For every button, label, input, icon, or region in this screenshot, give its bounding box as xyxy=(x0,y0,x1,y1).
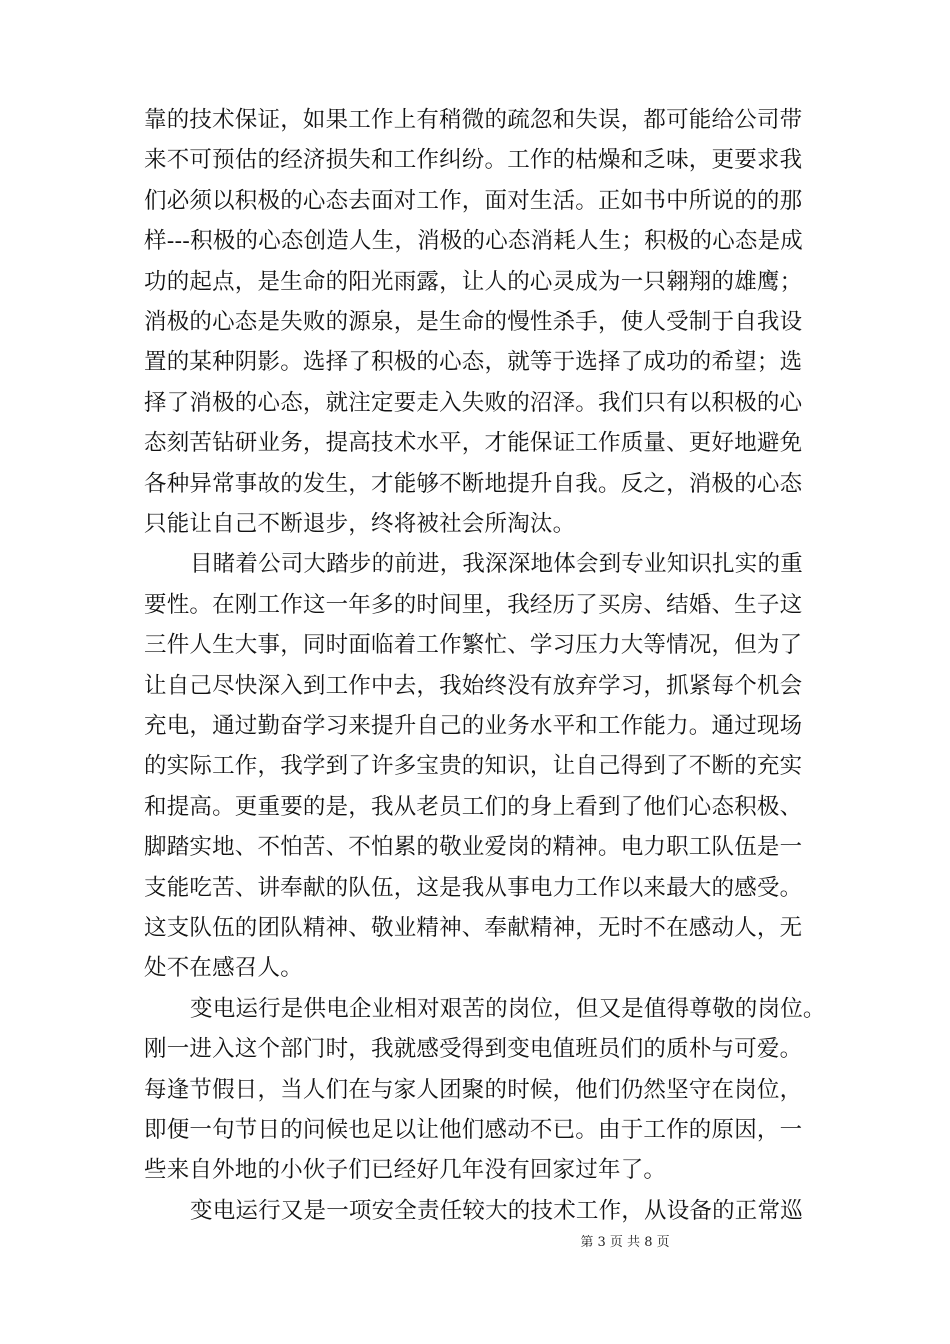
text-line: 让自己尽快深入到工作中去，我始终没有放弃学习，抓紧每个机会 xyxy=(144,672,803,699)
text-line: 功的起点，是生命的阳光雨露，让人的心灵成为一只翱翔的雄鹰； xyxy=(144,268,803,295)
text-line: 的实际工作，我学到了许多宝贵的知识，让自己得到了不断的充实 xyxy=(144,753,803,780)
text-line: 消极的心态是失败的源泉，是生命的慢性杀手，使人受制于自我设 xyxy=(144,309,803,335)
paragraph-start-line: 目睹着公司大踏步的前进，我深深地体会到专业知识扎实的重 xyxy=(190,551,803,578)
text-line: 三件人生大事，同时面临着工作繁忙、学习压力大等情况，但为了 xyxy=(144,632,803,659)
text-line: 要性。在刚工作这一年多的时间里，我经历了买房、结婚、生子这 xyxy=(144,591,803,618)
text-line: 置的某种阴影。选择了积极的心态，就等于选择了成功的希望；选 xyxy=(144,349,803,376)
text-line: 们必须以积极的心态去面对工作，面对生活。正如书中所说的的那 xyxy=(144,187,803,214)
text-line: 和提高。更重要的是，我从老员工们的身上看到了他们心态积极、 xyxy=(144,793,803,820)
text-line: 各种异常事故的发生，才能够不断地提升自我。反之，消极的心态 xyxy=(144,470,803,497)
text-line: 支能吃苦、讲奉献的队伍，这是我从事电力工作以来最大的感受。 xyxy=(144,874,803,901)
text-line: 靠的技术保证，如果工作上有稍微的疏忽和失误，都可能给公司带 xyxy=(144,107,803,133)
text-line: 处不在感召人。 xyxy=(144,955,303,982)
text-line: 充电，通过勤奋学习来提升自己的业务水平和工作能力。通过现场 xyxy=(144,713,803,739)
text-line: 些来自外地的小伙子们已经好几年没有回家过年了。 xyxy=(144,1157,667,1184)
paragraph-start-line: 变电运行是供电企业相对艰苦的岗位，但又是值得尊敬的岗位。 xyxy=(190,995,826,1022)
text-line: 脚踏实地、不怕苦、不怕累的敬业爱岗的精神。电力职工队伍是一 xyxy=(144,834,803,861)
text-line: 态刻苦钻研业务，提高技术水平，才能保证工作质量、更好地避免 xyxy=(144,430,803,457)
text-line: 来不可预估的经济损失和工作纠纷。工作的枯燥和乏味，更要求我 xyxy=(144,147,803,174)
page-number-footer: 第 3 页 共 8 页 xyxy=(580,1235,670,1250)
text-line: 样---积极的心态创造人生，消极的心态消耗人生；积极的心态是成 xyxy=(144,228,804,255)
text-line: 只能让自己不断退步，终将被社会所淘汰。 xyxy=(144,511,576,537)
paragraph-start-line: 变电运行又是一项安全责任较大的技术工作，从设备的正常巡 xyxy=(190,1197,803,1224)
text-line: 这支队伍的团队精神、敬业精神、奉献精神，无时不在感动人，无 xyxy=(144,915,803,941)
text-line: 即便一句节日的问候也足以让他们感动不已。由于工作的原因，一 xyxy=(144,1117,803,1143)
text-line: 刚一进入这个部门时，我就感受得到变电值班员们的质朴与可爱。 xyxy=(144,1036,803,1063)
text-line: 择了消极的心态，就注定要走入失败的沼泽。我们只有以积极的心 xyxy=(144,389,803,416)
text-line: 每逢节假日，当人们在与家人团聚的时候，他们仍然坚守在岗位， xyxy=(144,1076,803,1103)
